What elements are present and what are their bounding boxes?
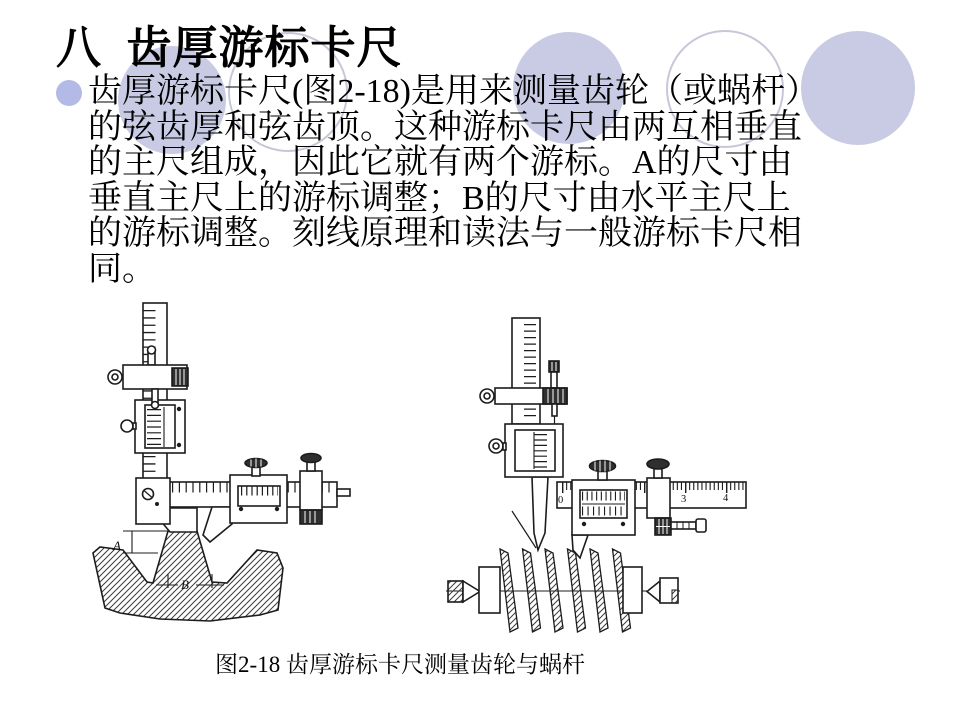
body-line: 的主尺组成，因此它就有两个游标。A的尺寸由 (88, 144, 793, 181)
dim-label-a: A (113, 538, 121, 553)
worm-caliper-figure (428, 298, 763, 643)
body-line: 同。 (88, 250, 156, 288)
list-bullet-icon (56, 80, 82, 106)
beam-scale-number-3: 3 (681, 494, 687, 505)
body-line: 的弦齿厚和弦齿顶。这种游标卡尺由两互相垂直 (88, 108, 802, 146)
worm-drawing (446, 318, 746, 632)
dim-label-b: B (181, 577, 189, 592)
body-line: 垂直主尺上的游标调整；B的尺寸由水平主尺上 (88, 179, 791, 217)
gear-caliper-figure (60, 292, 400, 647)
body-line: 的游标调整。刻线原理和读法与一般游标卡尺相 (88, 215, 802, 252)
figure-caption: 图2-18 齿厚游标卡尺测量齿轮与蜗杆 (215, 652, 585, 677)
page-title: 八 齿厚游标卡尺 (56, 23, 403, 73)
body-paragraph (88, 74, 928, 287)
beam-scale-number-4: 4 (723, 493, 729, 504)
beam-scale-number-0: 0 (558, 495, 564, 506)
gear-drawing (93, 303, 350, 621)
body-line: 齿厚游标卡尺(图2-18)是用来测量齿轮（或蜗杆） (88, 73, 819, 110)
